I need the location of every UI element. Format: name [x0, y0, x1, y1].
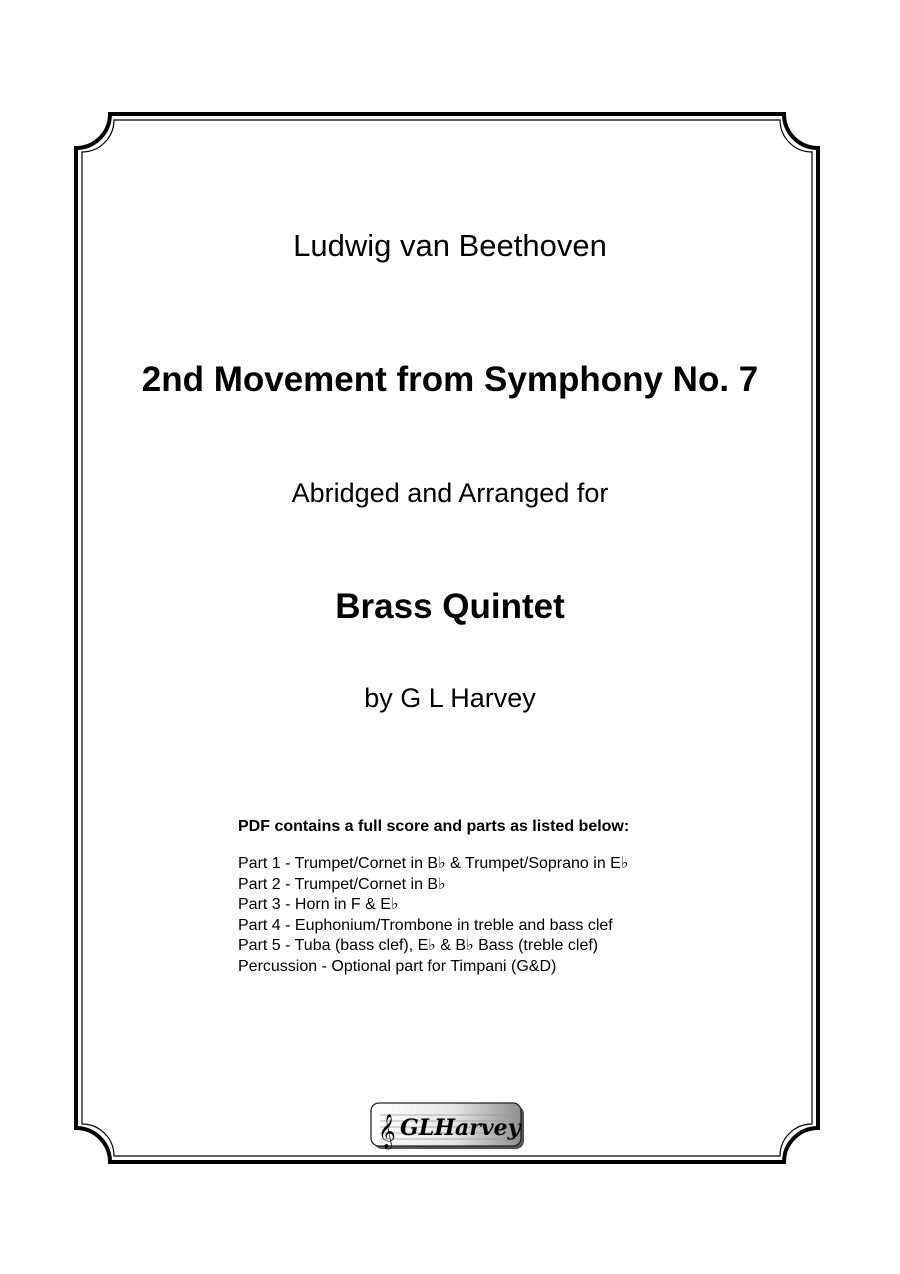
piece-title: 2nd Movement from Symphony No. 7 — [141, 360, 759, 399]
list-item: Part 3 - Horn in F & E♭ — [238, 896, 399, 913]
contents-section — [238, 817, 629, 977]
border-inner — [82, 120, 812, 1156]
list-item: Part 4 - Euphonium/Trombone in treble and bass clef — [238, 916, 613, 934]
parts-list — [238, 854, 629, 977]
list-item: Percussion - Optional part for Timpani (G&D) — [238, 957, 557, 975]
list-item: Part 5 - Tuba (bass clef), E♭ & B♭ Bass (treble clef) — [238, 937, 599, 954]
composer-name: Ludwig van Beethoven — [293, 228, 607, 263]
arranged-for-text: Abridged and Arranged for — [291, 478, 609, 508]
publisher-logo — [370, 1102, 525, 1150]
border-outer — [76, 114, 818, 1162]
logo-wordmark: GLHarvey — [400, 1115, 521, 1141]
arranger-credit: by G L Harvey — [364, 683, 536, 713]
list-item: Part 1 - Trumpet/Cornet in B♭ & Trumpet/Soprano in E♭ — [238, 855, 629, 872]
ensemble-name: Brass Quintet — [335, 587, 565, 626]
list-item: Part 2 - Trumpet/Cornet in B♭ — [238, 875, 446, 893]
treble-clef-icon: 𝄞 — [378, 1114, 396, 1149]
contents-heading: PDF contains a full score and parts as listed below: — [238, 818, 630, 835]
